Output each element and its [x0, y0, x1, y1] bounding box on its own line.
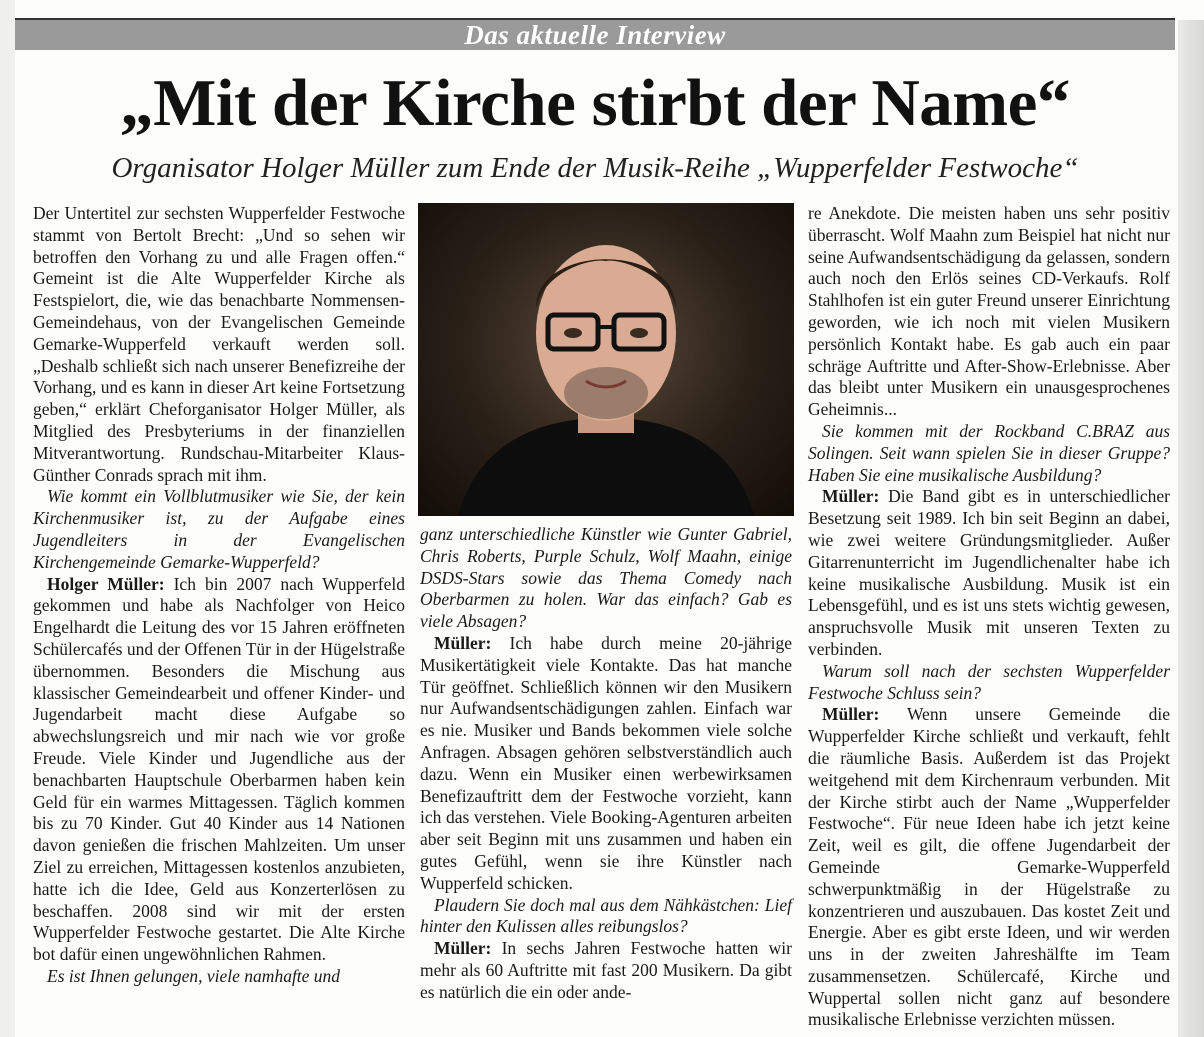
- answer-2-text: Ich habe durch meine 20-jährige Musikertätigkeit viele Kontakte. Das hat manche Tür geöffnet. Schließlich können wir den Musikern nur Aufwandsentschädigungen zahlen. Einfach war es nie. Musiker und Bands bekommen viele solche Anfragen. Absagen gehören selbstverständlich auch dazu. Wenn ein Musiker einen werbewirksamen Benefizauftritt dem der Festwoche vorzieht, kann ich das verstehen. Viele Booking-Agenturen arbeiten aber seit Beginn mit uns zusammen und haben ein gutes Gefühl, wenn sie ihre Künstler nach Wupperfeld schicken.: [420, 632, 792, 893]
- column-1: [33, 203, 405, 988]
- question-5: Warum soll nach der sechsten Wupperfelder Festwoche Schluss sein?: [808, 660, 1170, 703]
- answer-5: [808, 704, 1170, 1031]
- answer-3-speaker: Müller:: [434, 938, 492, 959]
- kicker-bar: [15, 20, 1175, 50]
- column-2: [420, 524, 792, 1004]
- question-4: Sie kommen mit der Rockband C.BRAZ aus Solingen. Seit wann spielen Sie in dieser Gruppe? Haben Sie eine musikalische Ausbildung?: [808, 420, 1170, 485]
- answer-3-start: [420, 938, 792, 1003]
- adjacent-column-edge: [1178, 20, 1204, 1037]
- answer-4-text: Die Band gibt es in unterschiedlicher Besetzung seit 1989. Ich bin seit Beginn an dabei, wie zwei weitere Gründungsmitglieder. Außer Gitarrenunterricht im Jugendlichenalter habe ich keine musikalische Ausbildung. Musik ist ein Lebensgefühl, und es ist uns stets wichtig gewesen, anspruchsvolle Musik mit unseren Texten zu verbinden.: [808, 486, 1171, 659]
- question-2-end: ganz unterschiedliche Künstler wie Gunter Gabriel, Chris Roberts, Purple Schulz, Wolf Maahn, einige DSDS-Stars sowie das Thema Comedy nach Oberbarmen zu holen. War das einfach? Gab es viele Absagen?: [420, 524, 792, 632]
- portrait-photo: [418, 203, 794, 516]
- answer-4-speaker: Müller:: [822, 486, 880, 507]
- answer-2-speaker: Müller:: [434, 632, 492, 653]
- answer-4: [808, 486, 1170, 660]
- answer-1-speaker: Holger Müller:: [47, 573, 165, 594]
- answer-1: [33, 574, 405, 966]
- headline: „Mit der Kirche stirbt der Name“: [120, 66, 1070, 140]
- answer-5-text: Wenn unsere Gemeinde die Wupperfelder Kirche schließt und verkauft, fehlt die räumliche Basis. Außerdem ist das Projekt weitgehend mit dem Kirchenraum verbunden. Mit der Kirche stirbt auch der Name „Wupperfelder Festwoche“. Für neue Ideen habe ich jetzt keine Zeit, weil es gilt, die offene Jugendarbeit der Gemeinde Gemarke-Wupperfeld schwerpunktmäßig in der Hügelstraße zu konzentrieren und auszubauen. Das kostet Zeit und Energie. Aber es gibt erste Ideen, und wir werden uns in der zweiten Jahreshälfte im Team zusammensetzen. Schülercafé, Kirche und Wuppertal sollen nicht ganz auf besondere musikalische Erlebnisse verzichten müssen.: [808, 704, 1170, 1030]
- scan-margin-left: [0, 0, 15, 1037]
- subheadline: Organisator Holger Müller zum Ende der Musik-Reihe „Wupperfelder Festwoche“: [111, 152, 1079, 184]
- answer-3-text-start: In sechs Jahren Festwoche hatten wir mehr als 60 Auftritte mit fast 200 Musikern. Da gibt es natürlich die ein oder ande-: [420, 938, 792, 1002]
- question-1: Wie kommt ein Vollblutmusiker wie Sie, der kein Kirchenmusiker ist, zu der Aufgabe eines Jugendleiters in der Evangelischen Kirchengemeinde Gemarke-Wupperfeld?: [33, 486, 405, 572]
- question-3: Plaudern Sie doch mal aus dem Nähkästchen: Lief hinter den Kulissen alles reibungslos?: [420, 894, 792, 937]
- intro-paragraph: Der Untertitel zur sechsten Wupperfelder Festwoche stammt von Bertolt Brecht: „Und so sehen wir betroffen den Vorhang zu und alle Fragen offen.“ Gemeint ist die Alte Wupperfelder Kirche als Festspielort, die, wie das benachbarte Nommensen-Gemeindehaus, von der Evangelischen Gemeinde Gemarke-Wupperfeld verkauft werden soll. „Deshalb schließt sich nach unserer Benefizreihe der Vorhang, und es kann in dieser Art keine Fortsetzung geben,“ erklärt Cheforganisator Holger Müller, als Mitglied des Presbyteriums in der finanziellen Mitverantwortung. Rundschau-Mitarbeiter Klaus-Günther Conrads sprach mit ihm.: [33, 203, 405, 485]
- answer-5-speaker: Müller:: [822, 704, 880, 725]
- question-2-start: Es ist Ihnen gelungen, viele namhafte und: [47, 965, 341, 986]
- answer-2: [420, 633, 792, 895]
- answer-3-end: re Anekdote. Die meisten haben uns sehr positiv überrascht. Wolf Maahn zum Beispiel hat nicht nur seine Aufwandsentschädigung da gelassen, sondern auch noch den Erlös seines CD-Verkaufs. Rolf Stahlhofen ist ein guter Freund unserer Einrichtung geworden, wie ich noch mit vielen Musikern persönlich Kontakt habe. Es gab auch ein paar schräge Auftritte und After-Show-Erlebnisse. Aber das bleibt unter Musikern ein unausgesprochenes Geheimnis...: [808, 203, 1170, 420]
- portrait-illustration: [418, 203, 794, 516]
- kicker: Das aktuelle Interview: [464, 19, 726, 50]
- answer-1-text: Ich bin 2007 nach Wupperfeld gekommen und habe als Nachfolger von Heico Engelhardt die Leitung des vor 15 Jahren eröffneten Schülercafés und der Offenen Tür in der Hügelstraße übernommen. Besonders die Mischung aus klassischer Gemeindearbeit und offener Kinder- und Jugendarbeit macht diese Aufgabe so abwechslungsreich und mir nach wie vor große Freude. Viele Kinder und Jugendliche aus der benachbarten Hauptschule Oberbarmen haben kein Geld für ein warmes Mittagessen. Täglich kommen bis zu 70 Kinder. Gut 40 Kinder aus 14 Nationen davon genießen die frischen Mahlzeiten. Um unser Ziel zu erreichen, Mittagessen kostenlos anzubieten, hatte ich die Idee, Geld aus Konzerterlösen zu beschaffen. 2008 sind wir mit der ersten Wupperfelder Festwoche gestartet. Die Alte Kirche bot dafür einen ungewöhnlichen Rahmen.: [33, 573, 406, 965]
- column-3: [808, 203, 1170, 1031]
